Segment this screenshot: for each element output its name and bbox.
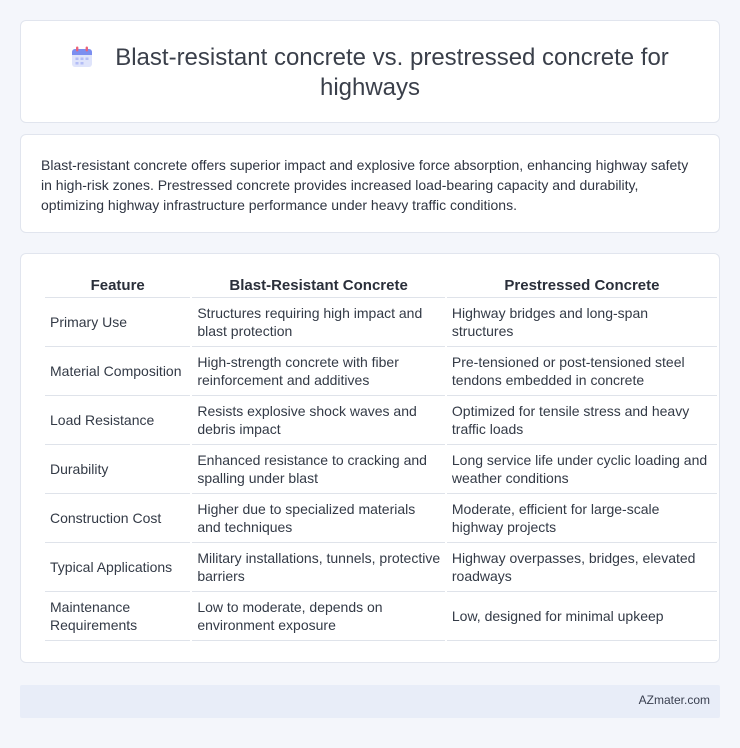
table-row <box>45 543 717 592</box>
footer-brand[interactable]: AZmater.com <box>638 693 710 707</box>
blast-cell: Military installations, tunnels, protective barriers <box>192 543 445 592</box>
calendar-icon <box>71 46 93 68</box>
table-row <box>45 494 717 543</box>
table-row <box>45 298 717 347</box>
comparison-table <box>43 276 719 641</box>
table-row <box>45 396 717 445</box>
blast-cell: High-strength concrete with fiber reinforcement and additives <box>192 347 445 396</box>
summary-text: Blast-resistant concrete offers superior impact and explosive force absorption, enhancing highway safety in high-risk zones. Prestressed concrete provides increased load-bearing capacity and durability, optimizing highway infrastructure performance under heavy traffic conditions. <box>41 157 689 213</box>
table-row <box>45 592 717 641</box>
table-header-row <box>45 276 717 298</box>
header-blast-resistant: Blast-Resistant Concrete <box>192 276 445 298</box>
feature-cell: Primary Use <box>45 298 190 347</box>
prestressed-cell: Low, designed for minimal upkeep <box>447 592 717 641</box>
header-feature: Feature <box>45 276 190 298</box>
feature-cell: Material Composition <box>45 347 190 396</box>
page-title: Blast-resistant concrete vs. prestressed concrete for highways <box>115 44 669 101</box>
table-row <box>45 445 717 494</box>
blast-cell: Resists explosive shock waves and debris impact <box>192 396 445 445</box>
prestressed-cell: Moderate, efficient for large-scale highway projects <box>447 494 717 543</box>
prestressed-cell: Pre-tensioned or post-tensioned steel tendons embedded in concrete <box>447 347 717 396</box>
title-card <box>20 20 720 123</box>
table-row <box>45 347 717 396</box>
header-prestressed: Prestressed Concrete <box>447 276 717 298</box>
feature-cell: Maintenance Requirements <box>45 592 190 641</box>
feature-cell: Durability <box>45 445 190 494</box>
blast-cell: Structures requiring high impact and blast protection <box>192 298 445 347</box>
footer-bar <box>20 685 720 718</box>
prestressed-cell: Optimized for tensile stress and heavy traffic loads <box>447 396 717 445</box>
prestressed-cell: Highway bridges and long-span structures <box>447 298 717 347</box>
summary-card <box>20 134 720 233</box>
blast-cell: Higher due to specialized materials and techniques <box>192 494 445 543</box>
blast-cell: Enhanced resistance to cracking and spalling under blast <box>192 445 445 494</box>
feature-cell: Construction Cost <box>45 494 190 543</box>
prestressed-cell: Long service life under cyclic loading and weather conditions <box>447 445 717 494</box>
feature-cell: Typical Applications <box>45 543 190 592</box>
page-title-wrap <box>21 43 719 103</box>
blast-cell: Low to moderate, depends on environment exposure <box>192 592 445 641</box>
feature-cell: Load Resistance <box>45 396 190 445</box>
comparison-card <box>20 253 720 663</box>
prestressed-cell: Highway overpasses, bridges, elevated roadways <box>447 543 717 592</box>
